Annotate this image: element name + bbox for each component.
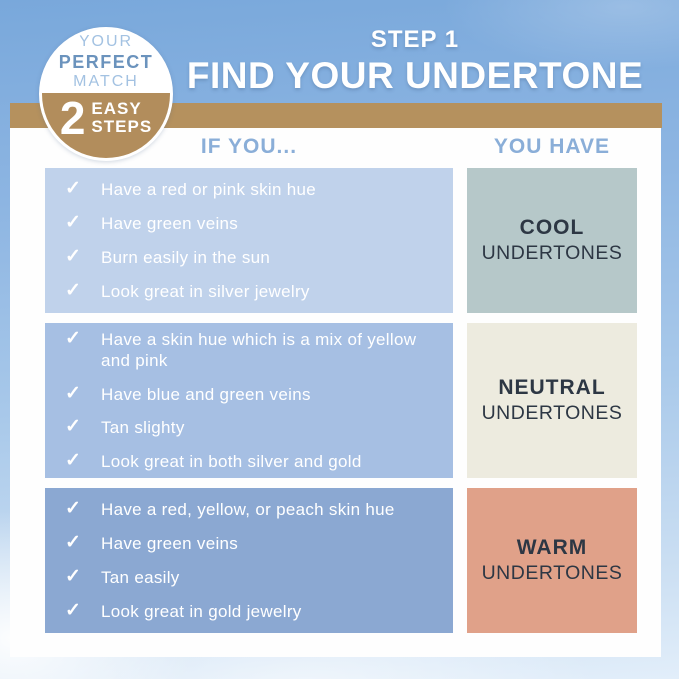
checkmark-icon: ✓ [65,279,81,301]
list-item [65,383,439,406]
list-item [65,280,439,303]
list-item [65,600,439,623]
page-title: FIND YOUR UNDERTONE [186,55,644,96]
list-item [65,498,439,521]
column-header-you-have: YOU HAVE [493,135,611,158]
result-label-secondary: UNDERTONES [481,242,623,264]
badge-steps-label: STEPS [91,117,153,137]
checkmark-icon: ✓ [65,532,81,554]
list-item [65,328,439,372]
checkmark-icon: ✓ [65,328,81,350]
list-item [65,178,439,201]
result-label-secondary: UNDERTONES [481,402,623,424]
cool-criteria-list [45,168,453,313]
badge-easy-label: EASY [91,98,142,118]
checkmark-icon: ✓ [65,566,81,587]
badge-top-section [42,30,170,93]
list-item-text: Tan slighty [101,418,185,438]
checkmark-icon: ✓ [65,212,81,234]
checkmark-icon: ✓ [65,178,81,200]
result-label-primary: WARM [516,536,588,559]
checkmark-icon: ✓ [65,599,81,621]
list-item [65,246,439,269]
neutral-result-box [467,323,637,478]
result-label-primary: COOL [519,216,585,239]
list-item-text: Look great in both silver and gold [101,452,362,472]
list-item-text: Look great in silver jewelry [101,281,310,301]
badge-match-label: MATCH [73,73,139,91]
neutral-criteria-list [45,323,453,478]
list-item-text: Tan easily [101,568,180,587]
list-item-text: Have blue and green veins [101,384,311,404]
result-label-secondary: UNDERTONES [481,562,623,584]
cool-result-box [467,168,637,313]
checkmark-icon: ✓ [65,450,81,472]
warm-result-box [467,488,637,633]
column-header-if-you: IF YOU... [200,135,298,158]
badge-perfect-label: PERFECT [58,51,154,72]
list-item [65,532,439,555]
warm-criteria-list [45,488,453,633]
checkmark-icon: ✓ [65,416,81,438]
badge-your-label: YOUR [78,33,134,51]
result-label-primary: NEUTRAL [498,376,606,399]
badge-bottom-section [42,93,170,158]
step-label: STEP 1 [370,26,460,53]
checkmark-icon: ✓ [65,382,81,404]
checkmark-icon: ✓ [65,246,81,267]
list-item [65,212,439,235]
list-item-text: Have green veins [101,214,239,234]
list-item-text: Have a red, yellow, or peach skin hue [101,500,395,520]
list-item-text: Burn easily in the sun [101,248,271,267]
badge-step-count: 2 [59,91,86,144]
list-item-text: Have a skin hue which is a mix of yellow and pink [101,330,417,371]
list-item [65,566,439,589]
list-item-text: Look great in gold jewelry [101,601,302,621]
list-item-text: Have green veins [101,534,239,554]
page-header [180,26,650,97]
list-item [65,416,439,439]
badge-steps-labels [91,100,152,137]
perfect-match-badge [39,27,173,161]
list-item-text: Have a red or pink skin hue [101,180,317,200]
checkmark-icon: ✓ [65,498,81,520]
list-item [65,450,439,473]
